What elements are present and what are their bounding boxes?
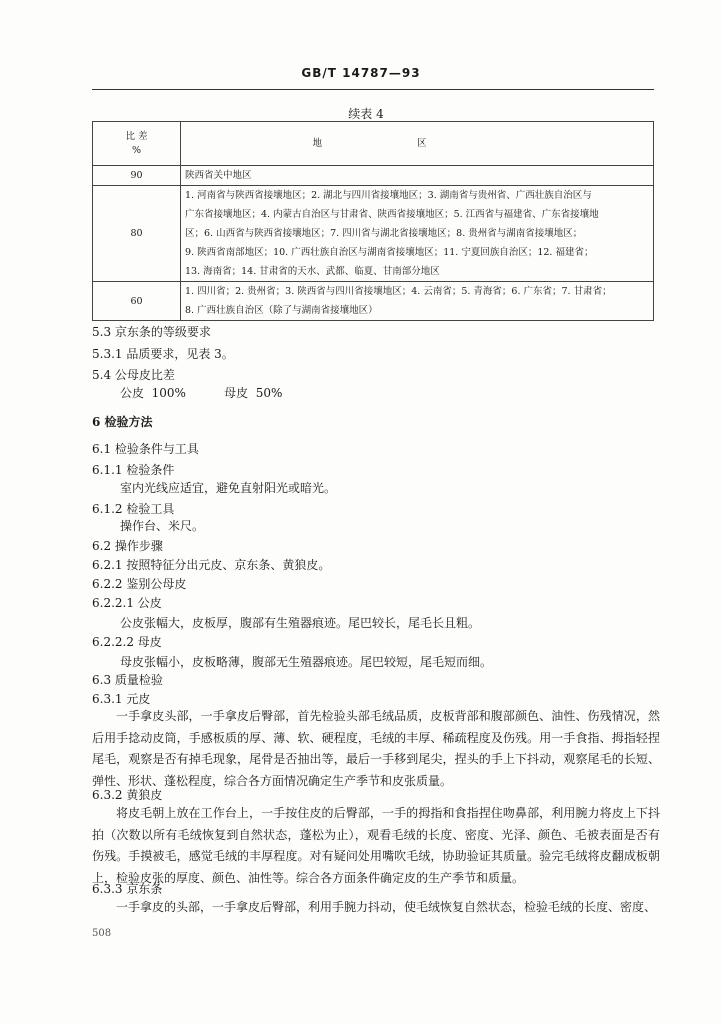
- section-6-heading: 6 检验方法: [92, 415, 153, 429]
- region-line: 8. 广西壮族自治区（除了与湖南省接壤地区）: [185, 305, 378, 316]
- region-header: 地区: [181, 122, 654, 166]
- table-row: [93, 282, 654, 321]
- section-6-3-1-text: 一手拿皮头部，一手拿皮后臀部，首先检验头部毛绒品质，皮板背部和腹部颜色、油性、伤残情况，然后用手捻动皮筒，手感板质的厚、薄、软、硬程度，毛绒的丰厚、稀疏程度及伤残。用一手食指、拇指轻捏尾毛，观察是否有掉毛现象，尾骨是否抽出等，最后一手移到尾尖，捏头的手上下抖动，观察尾毛的长短、弹性、形状、蓬松程度，综合各方面情况确定生产季节和皮张质量。: [92, 709, 660, 788]
- region-ratio-table: [92, 121, 654, 321]
- table-caption: 续表 4: [348, 107, 384, 121]
- region-line: 区；6. 山西省与陕西省接壤地区；7. 四川省与湖北省接壤地区；8. 贵州省与湖南省接壤地区；: [185, 228, 583, 239]
- section-6-3-3-text: 一手拿皮的头部，一手拿皮后臀部，利用手腕力抖动，使毛绒恢复自然状态，检验毛绒的长度、密度、: [116, 900, 657, 914]
- ratio-cell: 80: [93, 186, 181, 282]
- region-cell: [181, 166, 654, 186]
- section-6-3-1: 6.3.1 元皮: [92, 692, 151, 706]
- section-6-1-1: 6.1.1 检验条件: [92, 463, 175, 477]
- header-rule: [92, 89, 654, 90]
- section-6-2-2-2-text: 母皮张幅小，皮板略薄，腹部无生殖器痕迹。尾巴较短，尾毛短而细。: [120, 655, 493, 669]
- region-line: 1. 四川省；2. 贵州省；3. 陕西省与四川省接壤地区；4. 云南省；5. 青海省；6. 广东省；7. 甘肃省；: [185, 286, 612, 297]
- section-6-3: 6.3 质量检验: [92, 673, 163, 687]
- region-cell: [181, 282, 654, 321]
- region-line: 9. 陕西省南部地区；10. 广西壮族自治区与湖南省接壤地区；11. 宁夏回族自治区；12. 福建省；: [185, 247, 594, 258]
- section-6-3-3: 6.3.3 京东条: [92, 882, 163, 896]
- section-6-1: 6.1 检验条件与工具: [92, 442, 199, 456]
- region-cell: [181, 186, 654, 282]
- section-6-2-2-1-text: 公皮张幅大，皮板厚，腹部有生殖器痕迹。尾巴较长，尾毛长且粗。: [120, 616, 481, 630]
- ratio-header: [93, 122, 181, 166]
- section-6-2-2-2: 6.2.2.2 母皮: [92, 635, 162, 649]
- ratio-cell: 60: [93, 282, 181, 321]
- ratio-header-unit: %: [131, 144, 142, 156]
- region-line: 13. 海南省；14. 甘肃省的天水、武都、临夏、甘南部分地区: [185, 266, 440, 277]
- section-6-3-2-text: 将皮毛朝上放在工作台上，一手按住皮的后臀部，一手的拇指和食指捏住吻鼻部，利用腕力将皮上下抖拍（次数以所有毛绒恢复到自然状态，蓬松为止），观看毛绒的长度、密度、光泽、颜色、毛被表面是否有伤残。手摸被毛，感觉毛绒的丰厚程度。对有疑问处用嘴吹毛绒，协助验证其质量。验完毛绒将皮翻成板朝上，检验皮张的厚度、颜色、油性等。综合各方面条件确定皮的生产季节和质量。: [92, 806, 660, 885]
- table-row: [93, 166, 654, 186]
- standard-number: GB/T 14787—93: [301, 66, 421, 80]
- region-line: 1. 河南省与陕西省接壤地区；2. 湖北与四川省接壤地区；3. 湖南省与贵州省、广西壮族自治区与: [185, 190, 592, 201]
- page-number: 508: [92, 928, 112, 939]
- region-line: 陕西省关中地区: [185, 170, 252, 181]
- section-6-2: 6.2 操作步骤: [92, 539, 163, 553]
- section-6-1-2-text: 操作台、米尺。: [120, 519, 205, 533]
- section-6-2-1: 6.2.1 按照特征分出元皮、京东条、黄狼皮。: [92, 558, 331, 572]
- table-row: [93, 186, 654, 282]
- table-header-row: [93, 122, 654, 166]
- section-5-3: 5.3 京东条的等级要求: [92, 325, 211, 339]
- section-5-3-1: 5.3.1 品质要求，见表 3。: [92, 347, 234, 361]
- section-6-3-2: 6.3.2 黄狼皮: [92, 788, 163, 802]
- section-6-2-2-1: 6.2.2.1 公皮: [92, 596, 162, 610]
- section-6-1-2: 6.1.2 检验工具: [92, 502, 175, 516]
- section-5-4: 5.4 公母皮比差: [92, 368, 175, 382]
- ratio-cell: 90: [93, 166, 181, 186]
- region-line: 广东省接壤地区；4. 内蒙古自治区与甘肃省、陕西省接壤地区；5. 江西省与福建省、广东省接壤地: [185, 209, 599, 220]
- section-6-1-1-text: 室内光线应适宜，避免直射阳光或暗光。: [120, 481, 337, 495]
- section-5-4-text: 公皮 100% 母皮 50%: [120, 386, 283, 400]
- section-6-2-2: 6.2.2 鉴别公母皮: [92, 577, 187, 591]
- ratio-header-label: 比 差: [125, 130, 148, 142]
